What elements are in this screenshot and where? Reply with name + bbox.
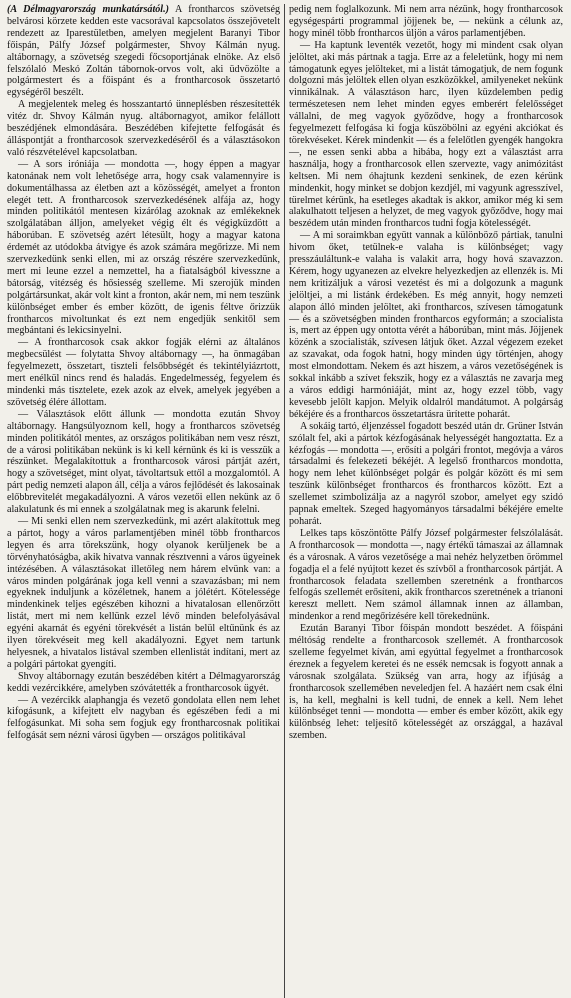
- article-paragraph: — Választások előtt állunk — mondotta ezután Shvoy altábornagy. Hangsúlyoznom kell, hogy a frontharcos szövetség minden politikától mentes, az országos politikában nem vesz részt, de a városi politikában nekünk is ki kell kérnünk és ki is vesszük a részünket. Megalakítottuk a frontharcosok városi pártját azért, hogy a szövetséget, mint olyat, távoltartsuk ettől a mozgalomtól. A párt pedig nemzeti alapon áll, célja a város fejlődését és lakosainak előbbrevitelét megakadályozni. A város vezetői ellen nekünk az ő alakulatunk és mi ennek a szolgálatnak meg is akarunk felelni.: [7, 408, 280, 516]
- article-paragraph: — A vezércikk alaphangja és vezető gondolata ellen nem lehet kifogásunk, a kifejtett elv nagyban és egészében fedi a mi felfogásunkat. Mi soha sem fogjuk egy frontharcosnak politikai felfogását sem nézni városi ügyben — országos politikával: [7, 694, 280, 742]
- article-paragraph: Lelkes taps köszöntötte Pálfy József polgármester felszólalását. A frontharcosok — mondotta —, nagy értékű támaszai az államnak és a városnak. A város vezetősége a mai nehéz helyzetben örömmel fogadja el a felé nyújtott kezet és szívből a frontharcosok pártját. A frontharcosok feladata szellemben szeretnénk a frontharcos felfogás szellemét erősíteni, akik frontharcos szeretnének a trianoni kereszt mellett. Nem számol államnak innen az államban, mindenkor a rend megőrizésére kell törekednünk.: [289, 527, 563, 623]
- article-paragraph: — A sors iróniája — mondotta —, hogy éppen a magyar katonának nem volt lehetősége arra, hogy csak valamennyire is dokumentálhassa az életben azt a közösségét, amelyet a fronton elegét tett. A frontharcosok szervezkedésének alfája az, hogy minden politikától mentesen kizárólag azoknak az emlékeknek szolgálatában álljon, amelyeket végig élt és végigküzdött a háborúban. E szövetség azért létesült, hogy a magyar katona érdemét az utódokba átvigye és azok számára megőrizze. Mi nem szervezkedünk senki ellen, mi az ország részére szervezkedünk, mert mi leune ezzel a nemzettel, ha a fiatalságból kivesszne a bátorság, vitézség és hősiesség szelleme. Mi szerojük minden polgártársunkat, akár volt kint a fronton, akár nem, mi nem teszünk különbséget ember és ember között, de igenis féltve őrizzük frontharcos mivoltunkat és ezt nem engedjük senkitől sem megbántani és lekicsinyelni.: [7, 158, 280, 337]
- article-paragraph: A sokáig tartó, éljenzéssel fogadott beszéd után dr. Grüner István szólalt fel, aki a pártok kézfogásának helyességét hangoztatta. Ez a kézfogás — mondotta —, erősíti a polgári frontot, megóvja a város társadalmi és felekezeti békéjét. A legelső frontharcos mondotta, hogy nem lehet különbséget polgár és polgár között és mi sem teszünk különbséget frontharcos és frontharcos között. Ezt a szellemet szimbolizálja az a nagyról szobor, amelyet egy szidó papnak emeltek. Szeged hagyományos társadalmi békéjére emelte poharát.: [289, 420, 563, 527]
- article-paragraph: — A frontharcosok csak akkor fogják elérni az általános megbecsülést — folytatta Shvoy altábornagy —, ha önmagában fegyelmezett, összetart, tiszteli felsőbbségét és tekintélyiázrtott, mert enélkül nincs rend és haladás. Engedelmesség, fegyelem és mindenki más tisztelete, ezek azok az elvek, amelyek jegyében a szövetség élére állottam.: [7, 337, 280, 408]
- article-paragraph: — Ha kaptunk leventék vezetőt, hogy mi mindent csak olyan jelöltet, aki más pártnak a tagja. Erre az a feleletünk, hogy mi nem támogatunk egyes jelölteket, mi a listát támogatjuk, de nem fogunk dolgozni más jelöltek ellen olyan eszközökkel, amilyeneket nekünk vinnikálnak. A választáson harc, ilyen küzdelemben pedig természetesen nem lehet minden egyes emberért felelősséget vállalni, de meg vagyok győződve, hogy a frontharcosok fegyelmezett felfogása ki fogja küszöbölni az egyéni akciókat és törekvéseket. Kérek mindenkit — és a felelőtlen gyengék hangokra —, ne essen senki abba a hibába, hogy ezt a választást arra használja, hogy a frontharcosok ellen szervezte, vagy animózitást keltsen. Mi nem óhajtunk kezdeni senkinek, de ezen kérünk mindenkit, hogy minket se dobjon kezdjél, mi vagyunk agresszível, türelmet kérünk, ha esetleges akadtak is akkor, amikor még ki sem alakulhatott teljesen a helyzet, de meg vagyok győződve, hogy mai beszédem után minden frontharcos tudni fogja kötelességét.: [289, 39, 563, 230]
- article-column-right: [285, 4, 567, 998]
- article-column-left: [3, 4, 285, 998]
- article-paragraph: pedig nem foglalkozunk. Mi nem arra nézünk, hogy frontharcosok egységespárti programmal jöjjenek be, — nekünk a célunk az, hogy minél több frontharcos üljön a város parlamentjében.: [289, 4, 563, 39]
- article-paragraph: Shvoy altábornagy ezután beszédében kitért a Délmagyarország keddi vezércikkére, amelyben szóvátették a frontharcosok ügyét.: [7, 670, 280, 694]
- article-paragraph: (A Délmagyarország munkatársától.) A frontharcos szövetség belvárosi körzete kedden este vacsorával kapcsolatos összejövetelt rendezett az Iparestületben, amelyen megjelent Baranyi Tibor főispán, Pálfy József polgármester, Shvoy Kálmán nyug. altábornagy, a szövetség szegedi főcsoportjának elnöke. Az első felszólaló Meskó Zoltán tábornok-orvos volt, aki üdvözölte a polgármestert és a főispánt és a frontharcosok összetartó egységéről beszélt.: [7, 4, 280, 99]
- article-paragraph: A megjelentek meleg és hosszantartó ünneplésben részesítették vitéz dr. Shvoy Kálmán nyug. altábornagyot, amikor felállott beszédjének elmondására. Beszédében kifejtette felfogását és álláspontját a frontharcosok szervezkedéséről és a választásokon való részvételével kapcsolatban.: [7, 99, 280, 158]
- article-source: (A Délmagyarország munkatársától.): [7, 4, 169, 15]
- article-paragraph: Ezután Baranyi Tibor főispán mondott beszédet. A főispáni méltóság rendelte a frontharcosok szellemét. A frontharcosok szelleme fegyelmet kíván, ami egyúttal fegyelmet a frontharcosok éreznek a fegyelem keretei és ne essék nemcsak is fogyott annak a városnak szolgálata. Szükség van arra, hogy az ifjúság a frontharcosok szellemében neveledjen fel. A hazáért nem csak élni is, ha kell, meghalni is kell tudni, de ennek a kell. Nem lehet különbséget tenni — mondotta — ember és ember között, akik egy különbség lehet: teljesítő kötelességét az országgal, a hazával szemben.: [289, 623, 563, 742]
- article-paragraph: — A mi soraimkban együtt vannak a különböző pártiak, tanulni hivom őket, tetülnek-e valaha is különbséget; vagy presszáuláltunk-e valaha is valakit arra, hogy hová szavazzon. Kérem, hogy ugyanezen az elvekre helyezkedjen az ellenzék is. Mi nem kritizáljuk a városi vezetést és mi a dolgozunk a magunk jelöltjei, a mi listánk érdekében. Es még annyit, hogy nemzeti alapon álló minden jelöltet, aki frontharcos, szívesen támogatunk — és a szövetségben minden frontharcos egyformán; a szocialista is, mert az éppen ugy ontotta vérét a háborúban, mint más. Jöjjenek közénk a szocialisták, szívesen látjuk őket. Azzal végezem ezeket az szavakat, oda fogok hatni, hogy minden úgy történjen, ahogy most elmondottam. Nekem és azt hiszem, a város vezetőségének is sokkal inkább a szívet fekszik, hogy ez a választás ne zavarja meg a város eddigi harmóniáját, mint az, hogy ezzel több, vagy kevesebb jelölt kapjon. Melyik oldalról mandátumot. A polgárság békéjére és a frontharcos összetartásra ürítette poharát.: [289, 230, 563, 420]
- article-paragraph: — Mi senki ellen nem szervezkedünk, mi azért alakítottuk meg a pártot, hogy a város parlamentjében minél több frontharcos legyen és arra törekszünk, hogy olyanok kerüljenek be a törvényhatóságba, akik hivatva vannak résztvenni a város ügyeinek intézésében. A választásokat illetőleg nem hárem elvünk van: a város minden polgárának joga kell venni a szavazásban; mi nem egyeknek induljunk a közéletnek, hanem a jólétért. Kötelessége mindenkinek teljes egészében kihozni a hivatalosan ellenőrzött listát, mert mi nem kellünk ezzel lévő minden belefolyásával egyéni akarnát és egyéni törekvését a listán belül eltűnünk és az ilyen törekvéseit meg kell akadályozni. Egyet nem tartunk helyesnek, a hivatalos listával szemben ellenlistát indítani, mert az a polgári pártokat gyengíti.: [7, 515, 280, 670]
